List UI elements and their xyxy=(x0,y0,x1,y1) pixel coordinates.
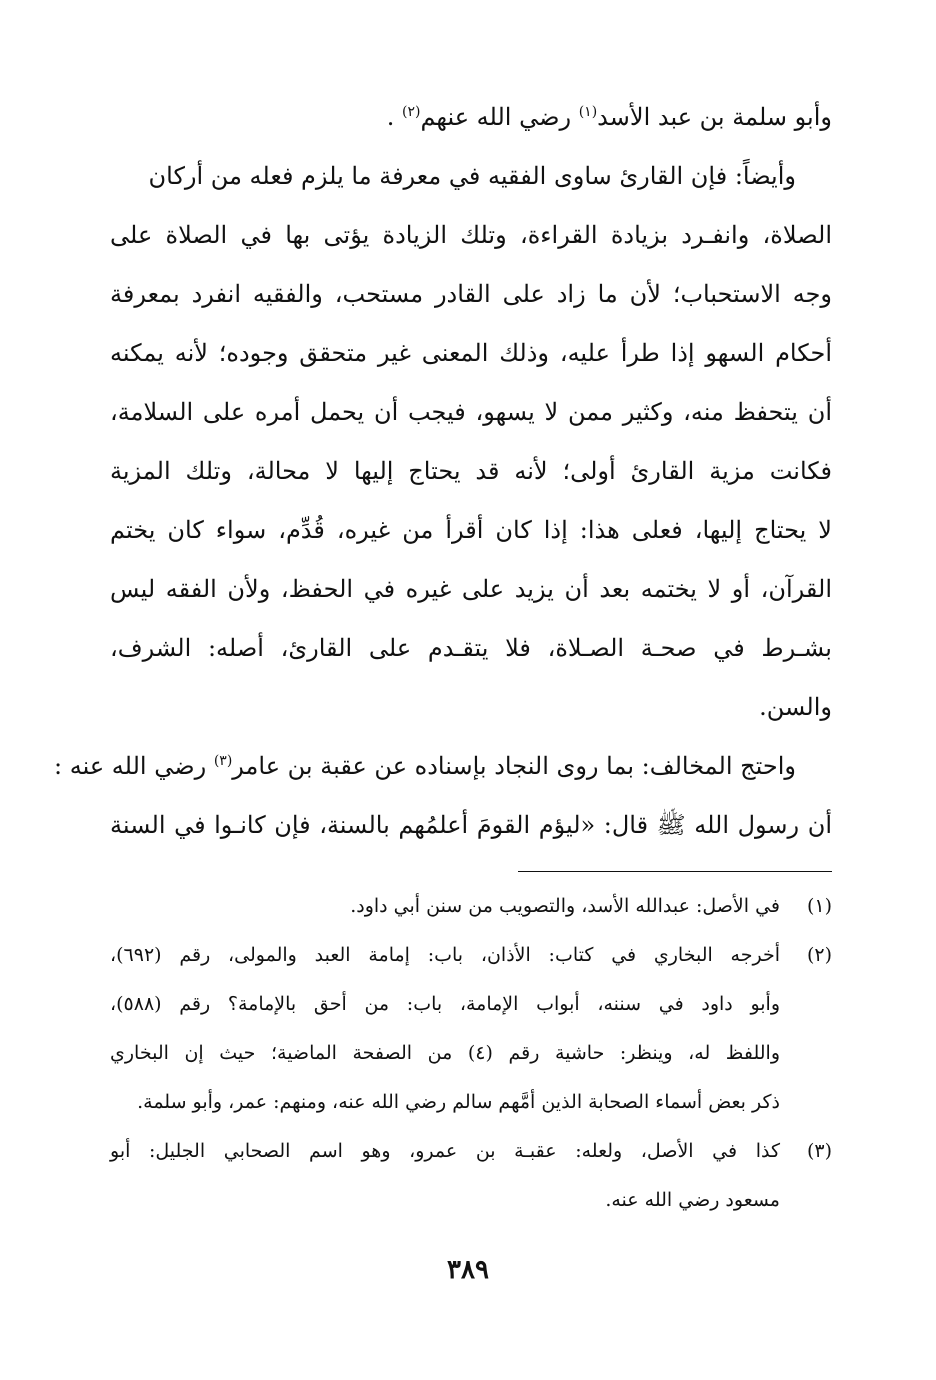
footnote xyxy=(110,1127,832,1225)
footnote-marker: (٣) xyxy=(213,753,233,769)
text-line: القرآن، أو لا يختمه بعد أن يزيد على غيره في الحفظ، ولأن الفقه ليس xyxy=(110,575,832,603)
paragraph-first-line: وأيضاً: فإن القارئ ساوى الفقيه في معرفة ما يلزم فعله من أركان xyxy=(148,162,796,190)
text-line: أن رسول الله ﷺ قال: «ليؤم القومَ أعلمُهم بالسنة، فإن كانـوا في السنة xyxy=(110,811,832,839)
footnotes xyxy=(110,882,832,1225)
footnote-separator xyxy=(518,871,832,872)
footnote-number: (١) xyxy=(806,895,832,917)
main-text xyxy=(54,88,833,855)
footnote-line: مسعود رضي الله عنه. xyxy=(605,1189,780,1211)
footnote-line: وأبو داود في سننه، أبواب الإمامة، باب: من أحق بالإمامة؟ رقم (٥٨٨)، xyxy=(110,993,780,1015)
text-line: وجه الاستحباب؛ لأن ما زاد على القادر مستحب، والفقيه انفرد بمعرفة xyxy=(110,280,832,308)
footnote-line: واللفظ له، وينظر: حاشية رقم (٤) من الصفحة الماضية؛ حيث إن البخاري xyxy=(110,1042,780,1064)
paragraph-first-line: واحتج المخالف: بما روى النجاد بإسناده عن عقبة بن عامر$^{(٣)}$ رضي الله عنه : xyxy=(54,752,796,780)
footnote-marker: (٢) xyxy=(401,104,421,120)
text-line: الصلاة، وانفـرد بزيادة القراءة، وتلك الزيادة يؤتى بها في الصلاة على xyxy=(110,221,832,249)
text-line: لا يحتاج إليها، فعلى هذا: إذا كان أقرأ من غيره، قُدِّم، سواء كان يختم xyxy=(110,516,832,544)
text-line: والسن. xyxy=(759,693,832,721)
footnote-number: (٢) xyxy=(806,944,832,966)
footnote xyxy=(110,882,832,931)
footnote-number: (٣) xyxy=(806,1140,832,1162)
text-line: أن يتحفظ منه، وكثير ممن لا يسهو، فيجب أن يحمل أمره على السلامة، xyxy=(110,398,832,426)
footnote-marker: (١) xyxy=(578,104,598,120)
page-number: ٣٨٩ xyxy=(447,1255,489,1285)
text-line: وأبو سلمة بن عبد الأسد$^{(١)}$ رضي الله عنهم$^{(٢)}$ . xyxy=(386,103,832,131)
text-line: بشـرط في صحـة الصـلاة، فلا يتقـدم على القارئ، أصله: الشرف، xyxy=(110,634,832,662)
footnote-line: كذا في الأصل، ولعله: عقبـة بن عمرو، وهو اسم الصحابي الجليل: أبو xyxy=(110,1140,780,1162)
text-line: فكانت مزية القارئ أولى؛ لأنه قد يحتاج إليها لا محالة، وتلك المزية xyxy=(110,457,832,485)
text-line: أحكام السهو إذا طرأ عليه، وذلك المعنى غير متحقق وجوده؛ لأنه يمكنه xyxy=(110,339,833,367)
footnote-line: ذكر بعض أسماء الصحابة الذين أمَّهم سالم رضي الله عنه، ومنهم: عمر، وأبو سلمة. xyxy=(137,1091,780,1113)
footnote-line: في الأصل: عبدالله الأسد، والتصويب من سنن أبي داود. xyxy=(350,895,780,917)
footnote xyxy=(110,931,832,1127)
footnote-line: أخرجه البخاري في كتاب: الأذان، باب: إمامة العبد والمولى، رقم (٦٩٢)، xyxy=(110,944,780,966)
